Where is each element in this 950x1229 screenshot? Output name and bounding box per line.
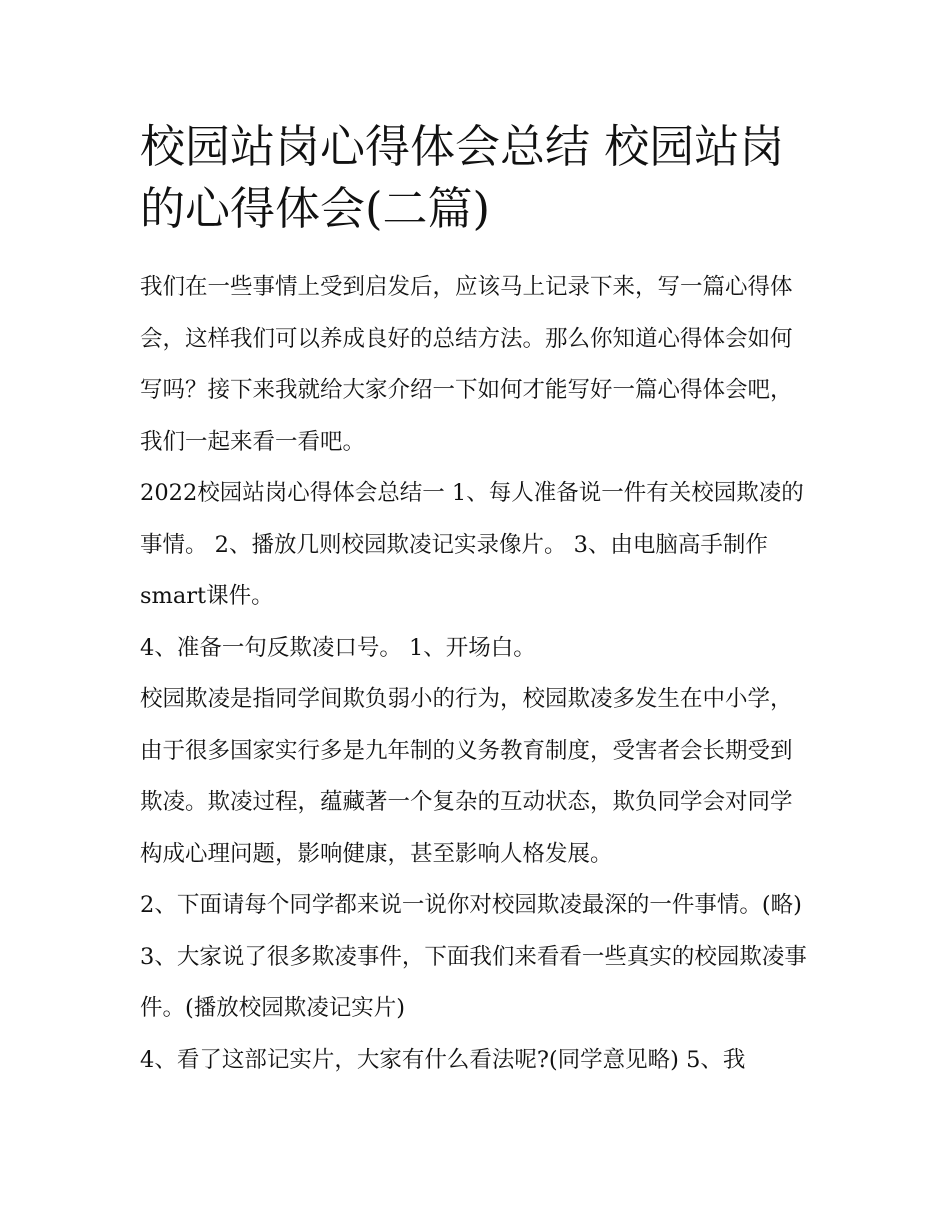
- paragraph-intro: 我们在一些事情上受到启发后，应该马上记录下来，写一篇心得体会，这样我们可以养成良好的总结方法。那么你知道心得体会如何写吗？接下来我就给大家介绍一下如何才能写好一篇心得体会吧，我们一起来看一看吧。: [140, 274, 793, 455]
- paragraph-preparation: 2022校园站岗心得体会总结一 1、每人准备说一件有关校园欺凌的事情。 2、播放几则校园欺凌记实录像片。 3、由电脑高手制作smart课件。: [140, 480, 804, 609]
- paragraph-slogan: 4、准备一句反欺凌口号。 1、开场白。: [140, 634, 536, 661]
- paragraph-bullying-definition: 校园欺凌是指同学间欺负弱小的行为，校园欺凌多发生在中小学，由于很多国家实行多是九年制的义务教育制度，受害者会长期受到欺凌。欺凌过程，蕴藏著一个复杂的互动状态，欺负同学会对同学构成心理问题，影响健康，甚至影响人格发展。: [140, 686, 793, 867]
- document-page: [140, 116, 812, 1086]
- document-title: 校园站岗心得体会总结 校园站岗的心得体会(二篇): [140, 120, 785, 235]
- paragraph-documentary: 4、看了这部记实片，大家有什么看法呢?(同学意见略) 5、我: [140, 1046, 746, 1073]
- paragraph-discussion: 2、下面请每个同学都来说一说你对校园欺凌最深的一件事情。(略) 3、大家说了很多欺凌事件，下面我们来看看一些真实的校园欺凌事件。(播放校园欺凌记实片): [140, 892, 807, 1021]
